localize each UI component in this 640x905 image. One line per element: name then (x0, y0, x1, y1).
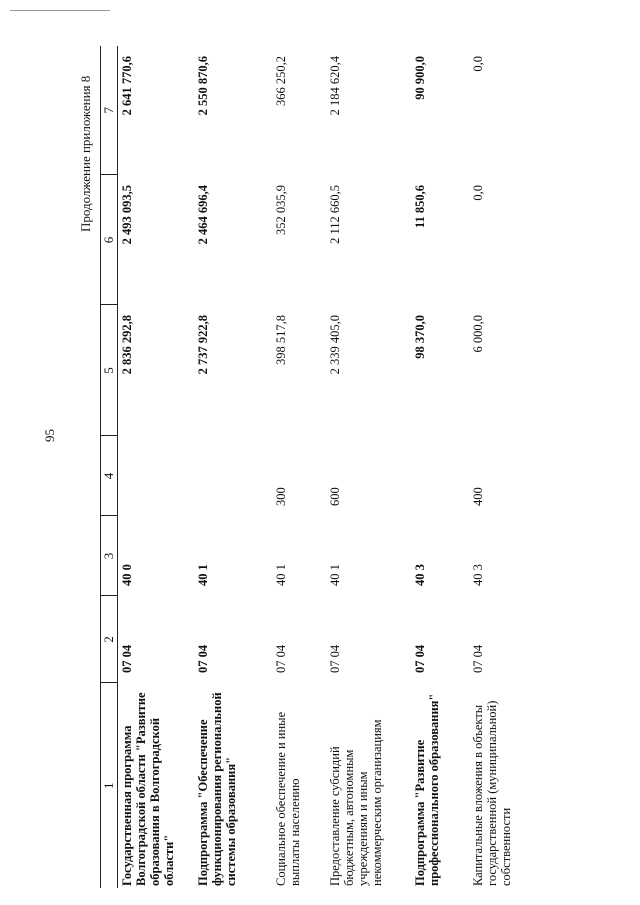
page-number: 95 (42, 429, 57, 442)
row-name-cell: Социальное обеспечение и иные выплаты населению (274, 711, 302, 886)
table-row (118, 46, 195, 888)
amount-cell-col7: 366 250,2 (274, 56, 288, 106)
amount-cell-col5: 98 370,0 (413, 315, 427, 359)
amount-cell-col5: 2 836 292,8 (120, 315, 134, 375)
header-cell: 6 (101, 175, 118, 305)
expense-type-cell (194, 436, 272, 516)
amount-cell-col6: 352 035,9 (274, 185, 288, 235)
section-code-cell: 07 04 (196, 644, 210, 673)
amount-cell-col7: 2 641 770,6 (120, 56, 134, 116)
section-code-cell: 07 04 (328, 644, 342, 673)
scan-edge-line (10, 10, 110, 11)
amount-cell-col7: 90 900,0 (413, 56, 427, 100)
amount-cell-col6: 2 493 093,5 (120, 185, 134, 245)
amount-cell-col6: 2 464 696,4 (196, 185, 210, 245)
section-code-cell: 07 04 (274, 644, 288, 673)
table-row (326, 46, 411, 888)
row-name-cell: Капитальные вложения в объекты государственной (муниципальной) собственности (471, 700, 513, 886)
program-code-cell: 40 3 (471, 564, 485, 586)
program-code-cell: 40 0 (120, 564, 134, 586)
table-row (272, 46, 326, 888)
header-cell: 1 (101, 683, 118, 888)
row-name-cell: Предоставление субсидий бюджетным, автономным учреждениям и иным некоммерческим организациям (328, 719, 384, 886)
amount-cell-col7: 2 550 870,6 (196, 56, 210, 116)
header-cell: 2 (101, 596, 118, 683)
amount-cell-col5: 2 737 922,8 (196, 315, 210, 375)
section-code-cell: 07 04 (413, 644, 427, 673)
program-code-cell: 40 1 (274, 564, 288, 586)
header-cell: 7 (101, 46, 118, 175)
program-code-cell: 40 3 (413, 564, 427, 586)
expense-type-cell (411, 436, 469, 516)
header-cell: 3 (101, 516, 118, 596)
table-row (194, 46, 272, 888)
header-cell: 5 (101, 305, 118, 436)
expense-type-cell (118, 436, 195, 516)
row-name-cell: Подпрограмма "Обеспечение функционирования региональной системы образования" (196, 692, 238, 886)
budget-table (100, 46, 513, 888)
amount-cell-col7: 2 184 620,4 (328, 56, 342, 116)
amount-cell-col5: 2 339 405,0 (328, 315, 342, 375)
amount-cell-col7: 0,0 (471, 56, 485, 72)
program-code-cell: 40 1 (328, 564, 342, 586)
amount-cell-col6: 11 850,6 (413, 185, 427, 229)
program-code-cell: 40 1 (196, 564, 210, 586)
expense-type-cell: 600 (328, 487, 342, 506)
amount-cell-col5: 398 517,8 (274, 315, 288, 365)
row-name-cell: Государственная программа Волгоградской области "Развитие образования в Волгоградской области" (120, 692, 176, 886)
amount-cell-col6: 2 112 660,5 (328, 185, 342, 244)
section-code-cell: 07 04 (471, 644, 485, 673)
expense-type-cell: 400 (471, 487, 485, 506)
amount-cell-col5: 6 000,0 (471, 315, 485, 353)
continuation-label: Продолжение приложения 8 (78, 75, 93, 232)
table-row (469, 46, 513, 888)
expense-type-cell: 300 (274, 487, 288, 506)
section-code-cell: 07 04 (120, 644, 134, 673)
amount-cell-col6: 0,0 (471, 185, 485, 201)
table-row (411, 46, 469, 888)
rotated-table-container (100, 46, 550, 888)
header-cell: 4 (101, 436, 118, 516)
row-name-cell: Подпрограмма "Развитие профессионального образования" (413, 693, 441, 886)
header-row (101, 46, 118, 888)
